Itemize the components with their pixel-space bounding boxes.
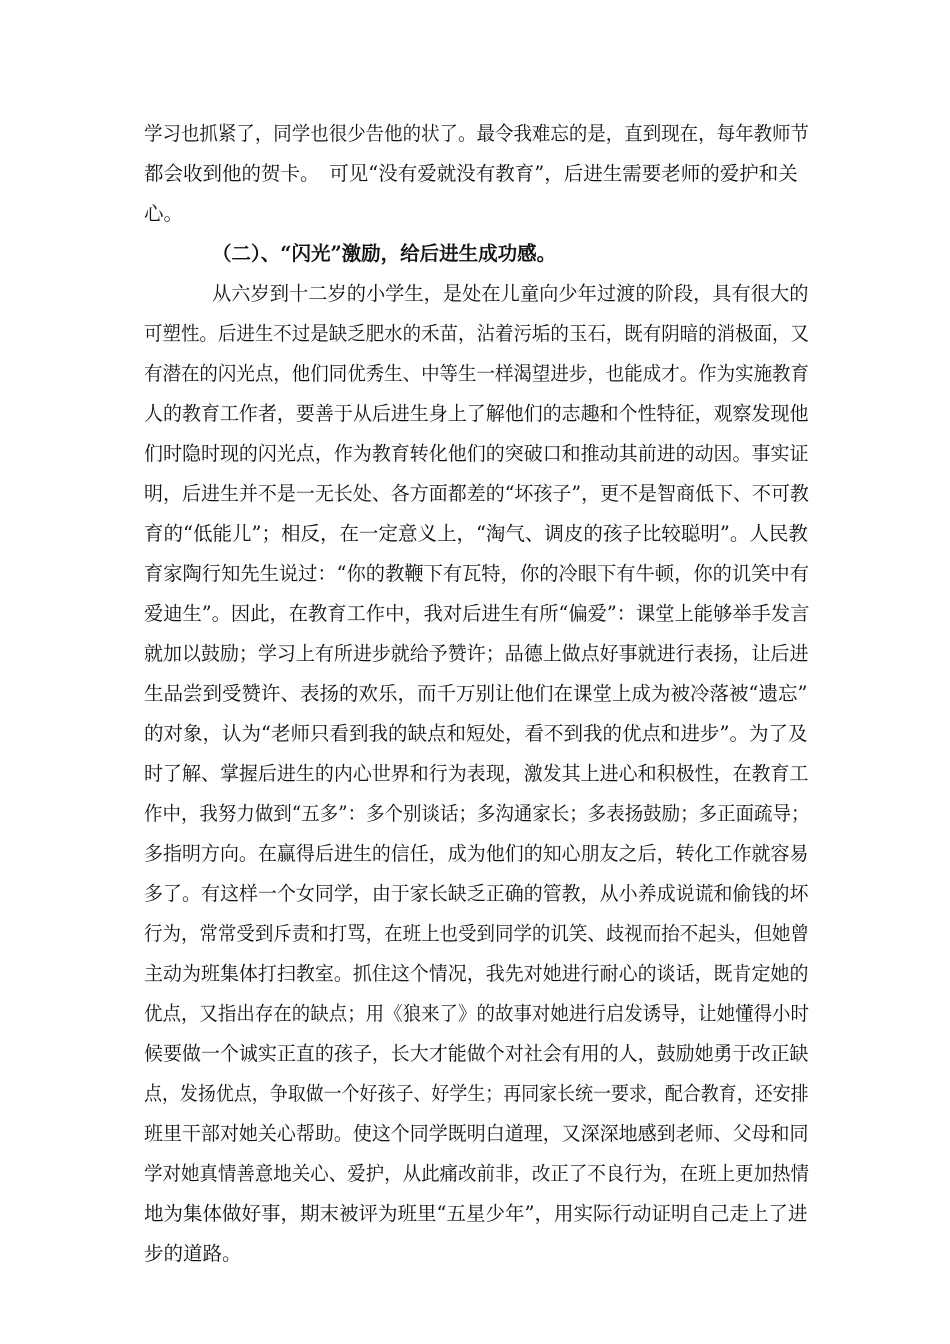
text-line: 可塑性。后进生不过是缺乏肥水的禾苗，沾着污垢的玉石，既有阴暗的消极面，又 — [144, 322, 810, 345]
text-line: 爱迪生”。因此，在教育工作中，我对后进生有所“偏爱”：课堂上能够举手发言 — [144, 602, 810, 625]
text-line: 生品尝到受赞许、表扬的欢乐，而千万别让他们在课堂上成为被冷落被“遗忘” — [144, 682, 808, 705]
text-line: 行为，常常受到斥责和打骂，在班上也受到同学的讥笑、歧视而抬不起头，但她曾 — [144, 922, 810, 945]
text-line: 步的道路。 — [144, 1242, 242, 1265]
text-line: 育的“低能儿”；相反，在一定意义上，“淘气、调皮的孩子比较聪明”。人民教 — [144, 522, 808, 545]
text-line: 时了解、掌握后进生的内心世界和行为表现，激发其上进心和积极性，在教育工 — [144, 762, 809, 785]
text-line: 候要做一个诚实正直的孩子，长大才能做个对社会有用的人，鼓励她勇于改正缺 — [144, 1042, 809, 1065]
text-line: 都会收到他的贺卡。 可见“没有爱就没有教育”，后进生需要老师的爱护和关 — [144, 162, 798, 185]
text-line: 们时隐时现的闪光点，作为教育转化他们的突破口和推动其前进的动因。事实证 — [144, 442, 809, 465]
text-line: 就加以鼓励；学习上有所进步就给予赞许；品德上做点好事就进行表扬，让后进 — [144, 642, 809, 665]
text-line: 明，后进生并不是一无长处、各方面都差的“坏孩子”，更不是智商低下、不可教 — [144, 482, 809, 505]
text-line: 优点，又指出存在的缺点；用《狼来了》的故事对她进行启发诱导，让她懂得小时 — [144, 1002, 810, 1025]
text-line: 学习也抓紧了，同学也很少告他的状了。最令我难忘的是，直到现在，每年教师节 — [144, 122, 810, 145]
text-line: 多了。有这样一个女同学，由于家长缺乏正确的管教，从小养成说谎和偷钱的坏 — [144, 882, 809, 905]
text-line: 从六岁到十二岁的小学生，是处在儿童向少年过渡的阶段，具有很大的 — [212, 282, 809, 305]
text-line: 学对她真情善意地关心、爱护，从此痛改前非，改正了不良行为，在班上更加热情 — [144, 1162, 810, 1185]
text-line: 多指明方向。在赢得后进生的信任，成为他们的知心朋友之后，转化工作就容易 — [144, 842, 809, 865]
section-heading: （二）、“闪光”激励，给后进生成功感。 — [212, 242, 557, 265]
text-line: 地为集体做好事，期末被评为班里“五星少年”，用实际行动证明自己走上了进 — [144, 1202, 808, 1225]
text-line: 班里干部对她关心帮助。使这个同学既明白道理，又深深地感到老师、父母和同 — [144, 1122, 809, 1145]
text-line: 育家陶行知先生说过：“你的教鞭下有瓦特，你的冷眼下有牛顿，你的讥笑中有 — [144, 562, 809, 585]
text-line: 点，发扬优点，争取做一个好孩子、好学生；再同家长统一要求，配合教育，还安排 — [144, 1082, 809, 1105]
text-line: 作中，我努力做到“五多”：多个别谈话；多沟通家长；多表扬鼓励；多正面疏导； — [144, 802, 810, 825]
text-line: 主动为班集体打扫教室。抓住这个情况，我先对她进行耐心的谈话，既肯定她的 — [144, 962, 809, 985]
text-line: 的对象，认为“老师只看到我的缺点和短处，看不到我的优点和进步”。为了及 — [144, 722, 808, 745]
text-line: 有潜在的闪光点，他们同优秀生、中等生一样渴望进步，也能成才。作为实施教育 — [144, 362, 810, 385]
text-line: 心。 — [144, 202, 184, 225]
text-line: 人的教育工作者，要善于从后进生身上了解他们的志趣和个性特征，观察发现他 — [144, 402, 809, 425]
